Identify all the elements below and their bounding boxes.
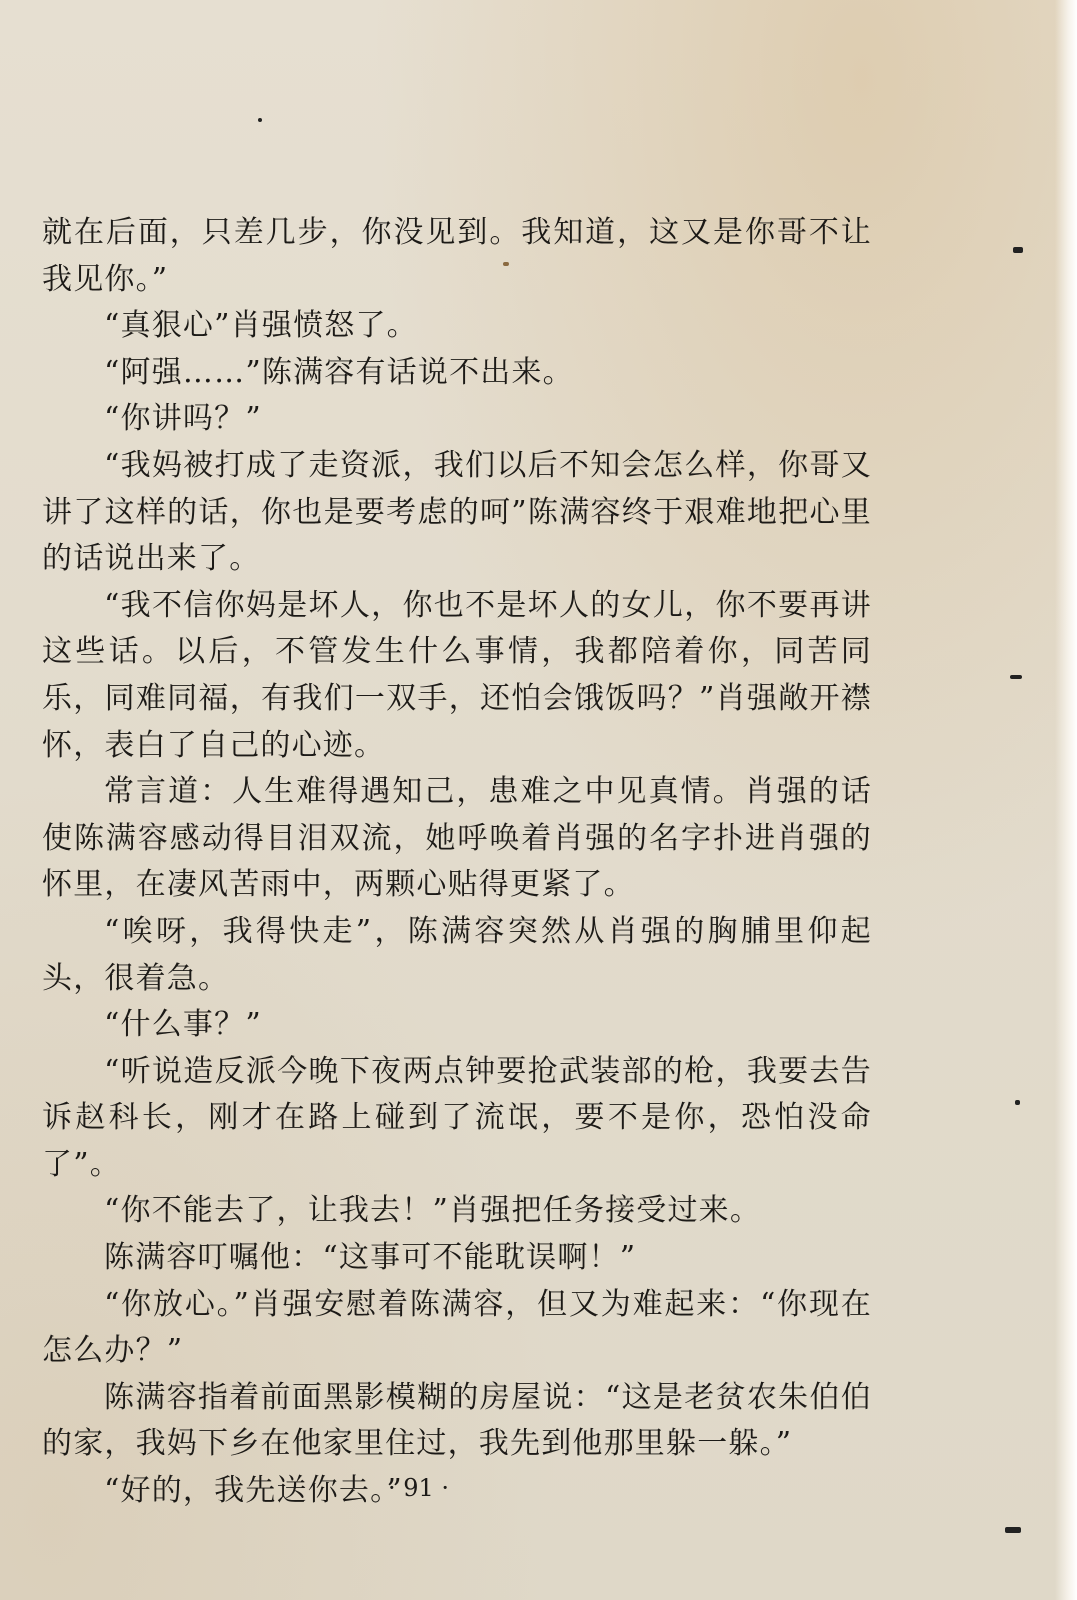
paragraph: “你不能去了，让我去！”肖强把任务接受过来。 <box>104 1193 762 1229</box>
ink-speck <box>1005 1527 1021 1533</box>
ink-speck <box>1015 1100 1020 1105</box>
paragraph: 就在后面，只差几步，你没见到。我知道，这又是你哥不让我见你。” <box>42 215 872 297</box>
ink-speck <box>1010 675 1022 679</box>
page-edge <box>1055 0 1077 1600</box>
paragraph: “我妈被打成了走资派，我们以后不知会怎么样，你哥又讲了这样的话，你也是要考虑的呵”陈满容终于艰难地把心里的话说出来了。 <box>42 447 872 577</box>
paragraph: “阿强……”陈满容有话说不出来。 <box>104 354 574 390</box>
paragraph: “你讲吗？” <box>104 401 262 437</box>
paragraph: “什么事？” <box>104 1007 262 1043</box>
paragraph: 陈满容叮嘱他：“这事可不能耽误啊！” <box>104 1240 637 1276</box>
page-number: · 91 · <box>387 1474 450 1502</box>
paragraph: 陈满容指着前面黑影模糊的房屋说：“这是老贫农朱伯伯的家，我妈下乡在他家里住过，我先到他那里躲一躲。” <box>42 1379 872 1462</box>
body-text <box>42 210 872 1515</box>
paragraph: “真狠心”肖强愤怒了。 <box>104 308 418 344</box>
paragraph: “你放心。”肖强安慰着陈满容，但又为难起来：“你现在怎么办？” <box>42 1286 872 1369</box>
paragraph: “好的，我先送你去。” <box>104 1473 403 1509</box>
paragraph: “我不信你妈是坏人，你也不是坏人的女儿，你不要再讲这些话。以后，不管发生什么事情，我都陪着你，同苦同乐，同难同福，有我们一双手，还怕会饿饭吗？”肖强敞开襟怀，表白了自己的心迹。 <box>42 587 872 763</box>
paragraph: “听说造反派今晚下夜两点钟要抢武装部的枪，我要去告诉赵科长，刚才在路上碰到了流氓，要不是你，恐怕没命了”。 <box>42 1053 872 1182</box>
ink-speck <box>1013 247 1023 253</box>
paragraph: 常言道：人生难得遇知己，患难之中见真情。肖强的话使陈满容感动得目泪双流，她呼唤着肖强的名字扑进肖强的怀里，在凄风苦雨中，两颗心贴得更紧了。 <box>42 774 872 903</box>
paragraph: “唉呀，我得快走”，陈满容突然从肖强的胸脯里仰起头，很着急。 <box>42 913 872 996</box>
ink-speck <box>258 118 262 122</box>
